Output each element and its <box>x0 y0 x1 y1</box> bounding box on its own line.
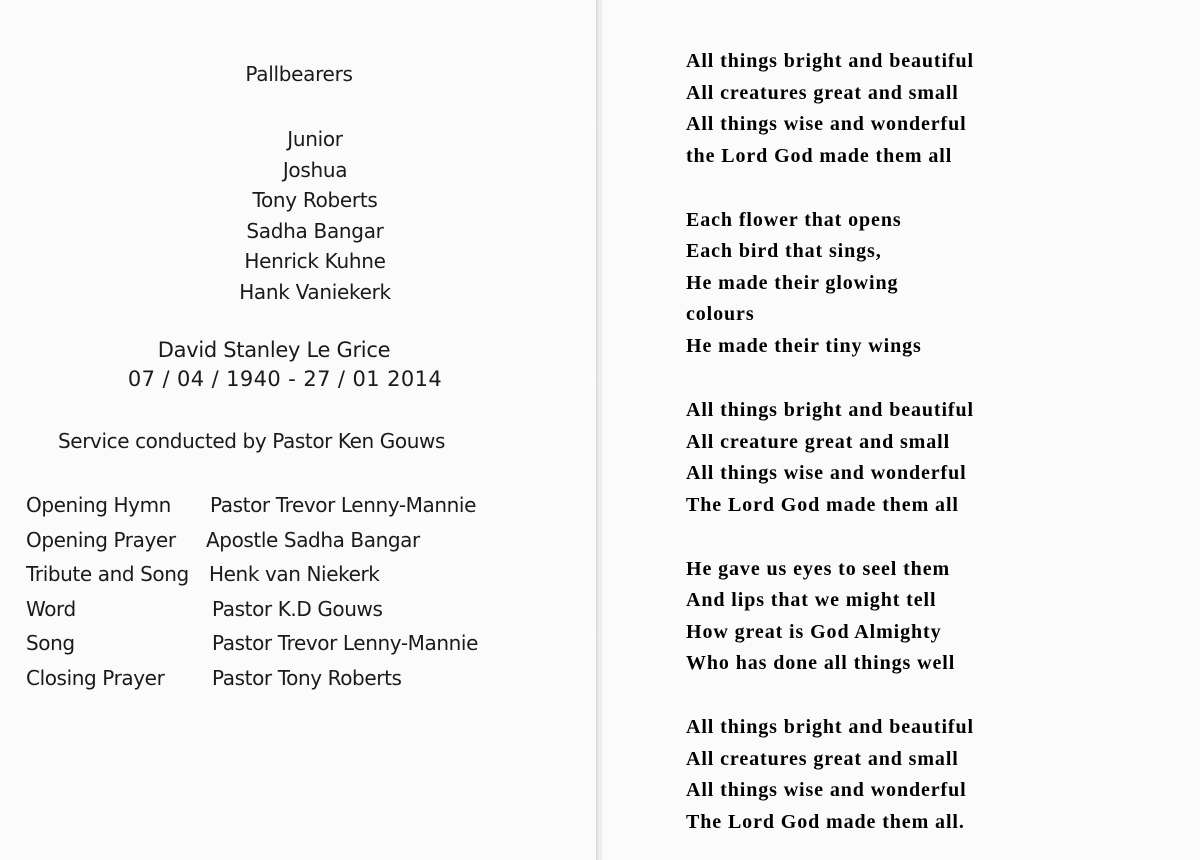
hymn-stanza <box>686 46 974 172</box>
hymn-line: Each flower that opens <box>686 208 902 231</box>
hymn-line: All things bright and beautiful <box>686 50 974 72</box>
left-page <box>0 0 598 860</box>
hymn-line: All things bright and beautiful <box>686 716 974 739</box>
hymn-stanza <box>686 395 974 521</box>
stanza-gap <box>686 680 974 712</box>
hymn-line: He gave us eyes to seel them <box>686 557 951 580</box>
programme-person: Pastor Trevor Lenny-Mannie <box>212 631 478 655</box>
hymn-stanza <box>686 712 974 838</box>
programme-item: Word <box>26 596 76 621</box>
pallbearer-name: Tony Roberts <box>252 188 378 212</box>
hymn-line: Each bird that sings, <box>686 240 882 263</box>
programme-item: Song <box>26 631 75 655</box>
programme-person: Pastor Trevor Lenny-Mannie <box>210 493 476 517</box>
stanza-gap <box>686 363 974 395</box>
hymn-line: All creatures great and small <box>686 81 959 104</box>
programme-person: Henk van Niekerk <box>209 562 380 586</box>
hymn-line: The Lord God made them all. <box>686 811 965 834</box>
hymn-line: How great is God Almighty <box>686 620 942 643</box>
service-conductor: Service conducted by Pastor Ken Gouws <box>58 429 445 453</box>
hymn-line: Who has done all things well <box>686 652 956 675</box>
pallbearer-name: Junior <box>287 127 343 151</box>
hymn-line: All things wise and wonderful <box>686 113 967 136</box>
hymn-line: And lips that we might tell <box>686 589 937 612</box>
pallbearer-name: Sadha Bangar <box>246 218 384 243</box>
hymn-line: the Lord God made them all <box>686 144 953 167</box>
programme-item: Closing Prayer <box>26 665 165 690</box>
programme-item: Opening Hymn <box>26 493 171 517</box>
hymn-line: All things bright and beautiful <box>686 398 974 421</box>
stanza-gap <box>686 521 974 553</box>
hymn-line: All things wise and wonderful <box>686 779 967 802</box>
hymn-lyrics <box>686 46 974 839</box>
hymn-line: All things wise and wonderful <box>686 462 967 485</box>
programme-person: Pastor K.D Gouws <box>212 596 383 621</box>
hymn-line: colours <box>686 303 755 326</box>
pallbearer-name: Henrick Kuhne <box>244 249 386 273</box>
pallbearer-name: Hank Vaniekerk <box>239 279 391 304</box>
deceased-name: David Stanley Le Grice <box>157 338 391 362</box>
hymn-line: The Lord God made them all <box>686 493 959 516</box>
stanza-gap <box>686 172 974 204</box>
programme-person: Apostle Sadha Bangar <box>206 527 420 552</box>
hymn-stanza <box>686 554 974 680</box>
hymn-line: He made their glowing <box>686 271 899 294</box>
programme-item: Tribute and Song <box>26 562 189 586</box>
hymn-line: All creature great and small <box>686 430 951 453</box>
life-dates: 07 / 04 / 1940 - 27 / 01 2014 <box>127 367 443 391</box>
pallbearer-name: Joshua <box>282 157 348 182</box>
programme-person: Pastor Tony Roberts <box>212 665 402 690</box>
hymn-line: He made their tiny wings <box>686 335 922 358</box>
pallbearers-list <box>0 124 630 307</box>
hymn-line: All creatures great and small <box>686 747 959 770</box>
pallbearers-heading: Pallbearers <box>245 62 353 86</box>
programme-item: Opening Prayer <box>26 527 176 552</box>
hymn-stanza <box>686 205 974 363</box>
